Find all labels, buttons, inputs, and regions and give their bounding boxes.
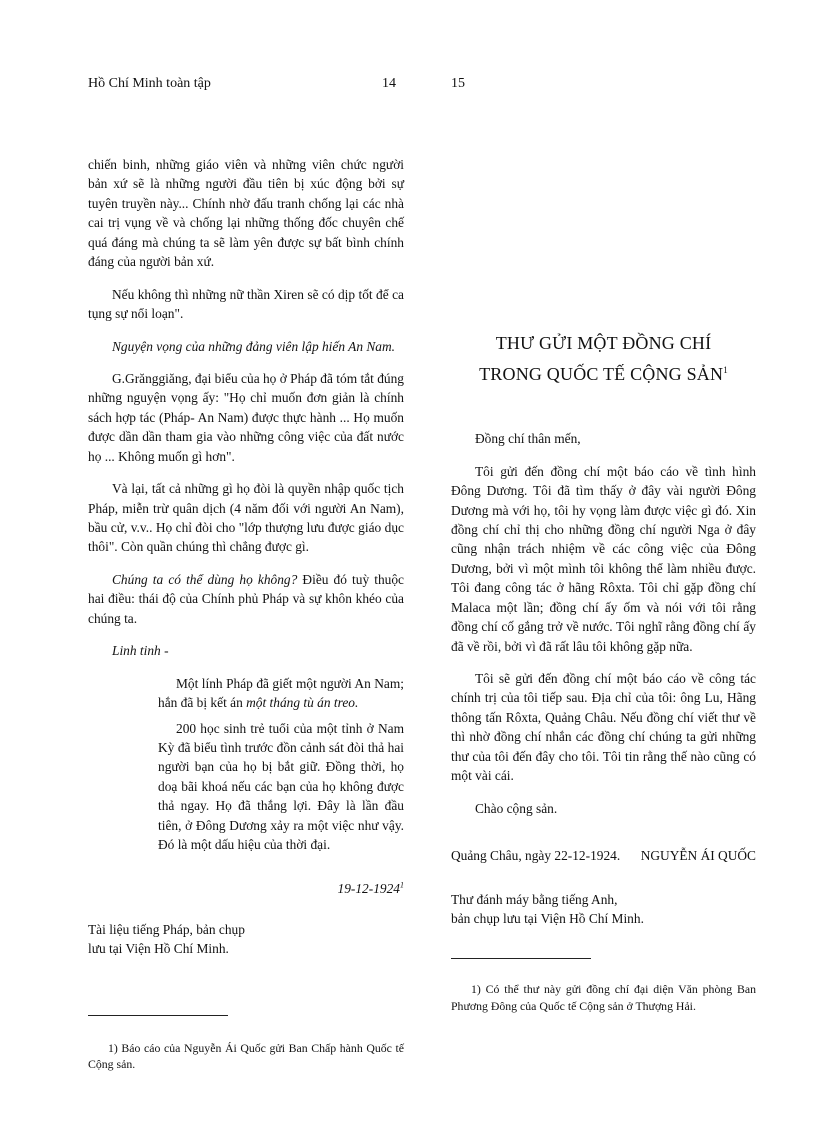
news-text: Một lính Pháp đã giết một người An Nam; hắn đã bị kết án (158, 675, 404, 711)
title-line: THƯ GỬI MỘT ĐỒNG CHÍ (495, 333, 712, 353)
paragraph: Và lại, tất cả những gì họ đòi là quyền nhập quốc tịch Pháp, miễn trừ quân dịch (4 năm đối với người An Nam), bầu cử, v.v.. Họ chỉ đòi cho "lớp thượng lưu được giáo dục thôi". Còn quần chúng thì chẳng được gì. (88, 481, 404, 555)
section-heading: Linh tinh - (112, 643, 169, 659)
paragraph (88, 570, 404, 628)
paragraph: chiến binh, những giáo viên và những viên chức người bản xứ sẽ là những người đầu tiên bị xúc động bởi sự tuyên truyền này... Chính nhờ đấu tranh chống lại các nhà cai trị vụng về và chống lại những thống đốc chuyên chế quá đáng mà chúng ta sẽ làm yên được sự bất bình chính đáng của người bản xứ. (88, 157, 404, 270)
letter-title (451, 328, 756, 389)
document-date (88, 879, 404, 898)
footnote-divider (88, 1015, 228, 1016)
page-number-left: 14 (382, 76, 396, 91)
news-items (88, 674, 404, 855)
footnote: 1) Có thể thư này gửi đồng chí đại diện Văn phòng Ban Phương Đông của Quốc tế Cộng sản ở Thượng Hải. (451, 982, 756, 1013)
title-line-2 (451, 359, 756, 390)
paragraph: Nếu không thì những nữ thần Xiren sẽ có dịp tốt để ca tụng sự nổi loạn". (88, 286, 404, 322)
source-note: Thư đánh máy bằng tiếng Anh, (451, 891, 618, 907)
footnote: 1) Báo cáo của Nguyễn Ái Quốc gửi Ban Chấp hành Quốc tế Cộng sản. (88, 1040, 404, 1072)
place-date: Quảng Châu, ngày 22-12-1924. (451, 848, 621, 864)
right-page-body (451, 328, 756, 1027)
signature-row (451, 846, 756, 865)
source-note: bản chụp lưu tại Viện Hồ Chí Minh. (451, 910, 644, 926)
date-text: 19-12-1924 (337, 880, 400, 896)
paragraph: G.Grănggiăng, đại biểu của họ ở Pháp đã tóm tắt đúng những nguyện vọng ấy: "Họ chỉ muốn đơn giản là chính sách hợp tác (Pháp- An Nam) được thực hành ... Họ muốn được dần dần tham gia vào những công việc của đất nước họ ... Không muốn gì hơn". (88, 370, 404, 464)
footnote-marker: 1 (723, 364, 728, 375)
left-page-body (88, 155, 404, 1086)
news-item (158, 674, 404, 713)
news-text-italic: một tháng tù án treo. (246, 695, 359, 711)
signature: NGUYỄN ÁI QUỐC (640, 848, 756, 864)
paragraph: Tôi gửi đến đồng chí một báo cáo về tình hình Đông Dương. Tôi đã tìm thấy ở đây vài người Đông Dương mà với họ, tôi hy vọng làm được việc gì đó. Xin đồng chí chỉ thị cho những đồng chí người Nga ở đây cũng nhận trách nhiệm về các công việc của Đông Dương, bởi vì một mình tôi không thể làm nhiều được. Tôi đang công tác ở hãng Rôxta. Tôi chỉ gặp đồng chí Malaca một lần; đồng chí ấy ốm và nói với tôi rằng đồng chí cố gắng trở về nước. Tôi nghĩ rằng đồng chí ấy đã về rồi, bởi vì đã rất lâu tôi không gặp nữa. (451, 463, 756, 654)
footnote-marker: 1 (400, 880, 404, 890)
source-note: lưu tại Viện Hồ Chí Minh. (88, 941, 229, 957)
paragraph: Tôi sẽ gửi đến đồng chí một báo cáo về công tác chính trị của tôi tiếp sau. Địa chỉ của tôi: ông Lu, Hãng thông tấn Rôxta, Quảng Châu. Nếu đồng chí viết thư về thì nhờ đồng chí nhắn các đồng chí chúng ta gửi những thư của tôi đến đây cho tôi. Tôi tin rằng thế nào cũng có một vài cái. (451, 671, 756, 784)
source-note: Tài liệu tiếng Pháp, bản chụp (88, 922, 245, 937)
news-item: 200 học sinh trẻ tuổi của một tỉnh ở Nam Kỳ đã biểu tình trước đồn cảnh sát đòi thả hai người bạn của họ bị bắt giữ. Đồng thời, họ doạ bãi khoá nếu các bạn của họ không được thả ngay. Họ đã thắng lợi. Đây là lần đầu tiên, ở Đông Dương xảy ra một việc như vậy. Đó là một dấu hiệu của thời đại. (158, 720, 404, 853)
footnote-divider (451, 958, 591, 959)
title-text: TRONG QUỐC TẾ CỘNG SẢN (479, 363, 724, 384)
salutation: Đồng chí thân mến, (475, 431, 581, 447)
italic-lead: Chúng ta có thể dùng họ không? (112, 571, 298, 587)
closing: Chào cộng sản. (475, 800, 558, 816)
page-number-right: 15 (451, 76, 465, 91)
paragraph-text: Điều đó tuỳ thuộc hai điều: thái độ của Chính phủ Pháp và sự khôn khéo của chúng ta. (88, 571, 405, 626)
section-heading: Nguyện vọng của những đảng viên lập hiến An Nam. (112, 338, 396, 354)
running-header: Hồ Chí Minh toàn tập (88, 76, 211, 91)
